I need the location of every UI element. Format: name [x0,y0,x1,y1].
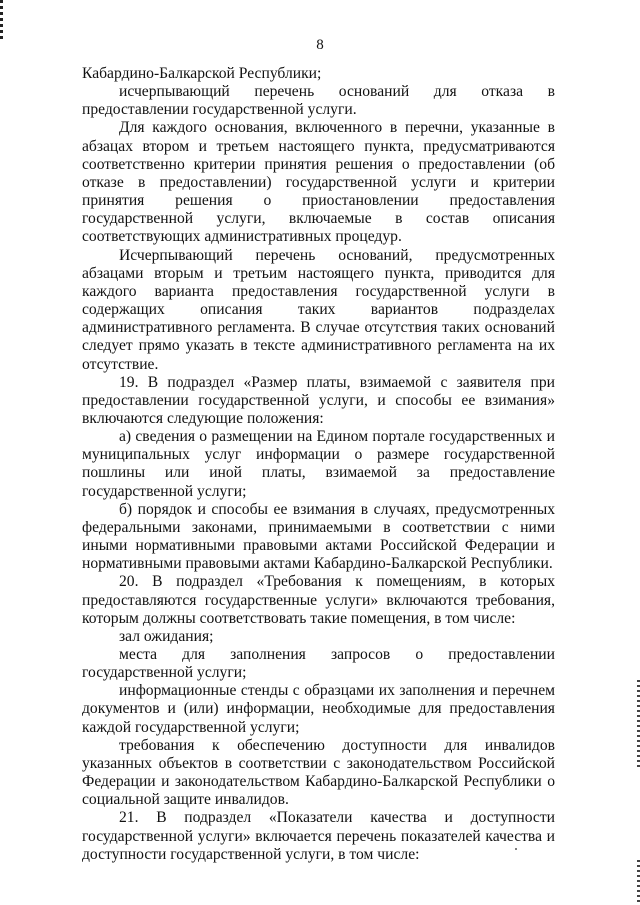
paragraph: а) сведения о размещении на Едином портале государственных и муниципальных услуг информации о размере государственной пошлины или иной платы, взимаемой за предоставление государственной услуги; [82,428,555,500]
document-body [82,65,555,864]
paragraph: места для заполнения запросов о предоставлении государственной услуги; [82,646,555,682]
paragraph: 20. В подраздел «Требования к помещениям, в которых предоставляются государственные услуги» включаются требования, которым должны соответствовать такие помещения, в том числе: [82,573,555,627]
paragraph: б) порядок и способы ее взимания в случаях, предусмотренных федеральными законами, принимаемыми в соответствии с ними иными нормативными правовыми актами Российской Федерации и нормативными правовыми актами Кабардино-Балкарской Республики. [82,500,555,573]
paragraph: 21. В подраздел «Показатели качества и доступности государственной услуги» включается перечень показателей качества и доступности государственной услуги, в том числе: [82,809,555,863]
paragraph: Для каждого основания, включенного в перечни, указанные в абзацах втором и третьем настоящего пункта, предусматриваются соответственно критерии принятия решения о предоставлении (об отказе в предоставлении) государственной услуги и критерии принятия решения о приостановлении предоставления государственной услуги, включаемые в состав описания соответствующих административных процедур. [82,119,555,246]
paragraph: требования к обеспечению доступности для инвалидов указанных объектов в соответствии с законодательством Российской Федерации и законодательством Кабардино-Балкарской Республики о социальной защите инвалидов. [82,736,555,809]
paragraph: информационные стенды с образцами их заполнения и перечнем документов и (или) информации, необходимые для предоставления каждой государственной услуги; [82,682,555,736]
paragraph: Кабардино-Балкарской Республики; [82,65,322,82]
page-number: 8 [316,37,324,53]
paragraph: 19. В подраздел «Размер платы, взимаемой с заявителя при предоставлении государственной услуги, и способы ее взимания» включаются следующие положения: [82,373,555,427]
paragraph: исчерпывающий перечень оснований для отказа в предоставлении государственной услуги. [82,83,555,119]
scan-edge-mark [0,0,3,40]
paragraph: Исчерпывающий перечень оснований, предусмотренных абзацами вторым и третьим настоящего пункта, приводится для каждого варианта предоставления государственной услуги в содержащих описания таких вариантов подразделах административного регламента. В случае отсутствия таких оснований следует прямо указать в тексте административного регламента на их отсутствие. [82,246,555,373]
paragraph: зал ожидания; [119,627,214,645]
